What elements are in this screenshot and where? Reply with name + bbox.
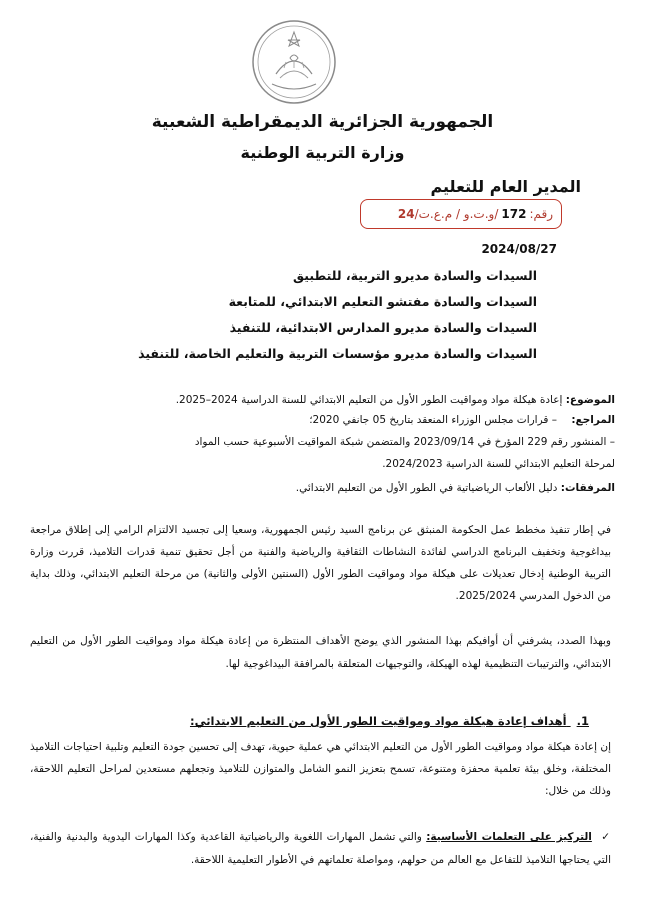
addressee-line: السيدات والسادة مديرو التربية، للتطبيق bbox=[293, 268, 537, 283]
reference-label: رقم: bbox=[529, 207, 553, 221]
attachments-label: المرفقات: bbox=[560, 482, 615, 494]
bullet-label: التركيز على التعلمات الأساسية: bbox=[426, 831, 592, 843]
addressee-line: السيدات والسادة مديرو مؤسسات التربية والتعليم الخاصة، للتنفيذ bbox=[138, 346, 537, 361]
reference-item: لمرحلة التعليم الابتدائي للسنة الدراسية 2024/2023. bbox=[382, 458, 615, 470]
attachments-text: دليل الألعاب الرياضياتية في الطور الأول من التعليم الابتدائي. bbox=[295, 482, 558, 494]
intro-paragraph: في إطار تنفيذ مخطط عمل الحكومة المنبثق عن برنامج السيد رئيس الجمهورية، وسعيا إلى تجسيد الالتزام الرامي إلى إطلاق مراجعة بيداغوجية وتخفيف البرنامج الدراسي لفائدة النشاطات الثقافية والرياضية والفنية من أجل تحقيق تنمية قدرات التلاميذ، قررت وزارة التربية الوطنية إدخال تعديلات على هيكلة مواد ومواقيت الطور الأول (السنتين الأولى والثانية) من مرحلة التعليم الابتدائي، وذلك بداية من الدخول المدرسي 2025/2024. bbox=[30, 524, 611, 602]
republic-emblem-icon bbox=[250, 18, 338, 106]
bullet-item bbox=[30, 826, 611, 872]
addressee-line: السيدات والسادة مفتشو التعليم الابتدائي، للمتابعة bbox=[228, 294, 537, 309]
section-1-paragraph: إن إعادة هيكلة مواد ومواقيت الطور الأول من التعليم الابتدائي هي عملية حيوية، تهدف إلى تحسين جودة التعليم وتلبية احتياجات التلاميذ المختلفة، وخلق بيئة تعلمية محفزة ومتنوعة، تسمح بتعزيز النمو الشامل والمتوازن للتلاميذ وتجعلهم مستعدين لمراحل التعليم اللاحقة، وذلك من خلال: bbox=[30, 741, 611, 797]
subject-label: الموضوع: bbox=[565, 394, 615, 406]
reference-number: 172 bbox=[501, 207, 527, 221]
section-1-heading bbox=[190, 714, 589, 728]
section-1-title: أهداف إعادة هيكلة مواد ومواقيت الطور الأول من التعليم الابتدائي: bbox=[189, 714, 567, 728]
reference-item: – المنشور رقم 229 المؤرخ في 2023/09/14 والمتضمن شبكة المواقيت الأسبوعية حسب المواد bbox=[194, 436, 615, 448]
subject-line bbox=[58, 390, 615, 410]
reference-item: – قرارات مجلس الوزراء المنعقد بتاريخ 05 جانفي 2020؛ bbox=[309, 414, 557, 426]
subject-text: إعادة هيكلة مواد ومواقيت الطور الأول من التعليم الابتدائي للسنة الدراسية 2024–2025. bbox=[175, 394, 563, 406]
directorate-title: المدير العام للتعليم bbox=[430, 177, 581, 196]
checkmark-icon: ✓ bbox=[601, 831, 612, 843]
section-1-number: 1. bbox=[576, 714, 589, 728]
document-date: 2024/08/27 bbox=[481, 242, 557, 256]
references-label: المراجع: bbox=[571, 414, 615, 426]
ministry-title: وزارة التربية الوطنية bbox=[240, 143, 405, 162]
reference-code: /و.ت.و / م.ع.ت/ bbox=[414, 207, 499, 221]
second-paragraph: وبهذا الصدد، يشرفني أن أوافيكم بهذا المنشور الذي يوضح الأهداف المنتظرة من إعادة هيكلة مواد ومواقيت الطور الأول من التعليم الابتدائي، والترتيبات التنظيمية لهذه الهيكلة، والتوجيهات المتعلقة بالمرافقة البيداغوجية لها. bbox=[30, 635, 611, 670]
reference-year: 24 bbox=[397, 207, 415, 221]
reference-number-box bbox=[360, 199, 562, 229]
attachments-line bbox=[58, 478, 615, 498]
republic-title: الجمهورية الجزائرية الديمقراطية الشعبية bbox=[151, 112, 494, 132]
addressee-line: السيدات والسادة مديرو المدارس الابتدائية، للتنفيذ bbox=[229, 320, 537, 335]
bullet-text: والتي تشمل المهارات اللغوية والرياضياتية القاعدية وكذا المهارات اليدوية والبدنية والفنية، التي يحتاجها التلاميذ للتفاعل مع العالم من حولهم، ومواصلة تعلماتهم في الأطوار التعليمية اللاحقة. bbox=[30, 831, 611, 866]
